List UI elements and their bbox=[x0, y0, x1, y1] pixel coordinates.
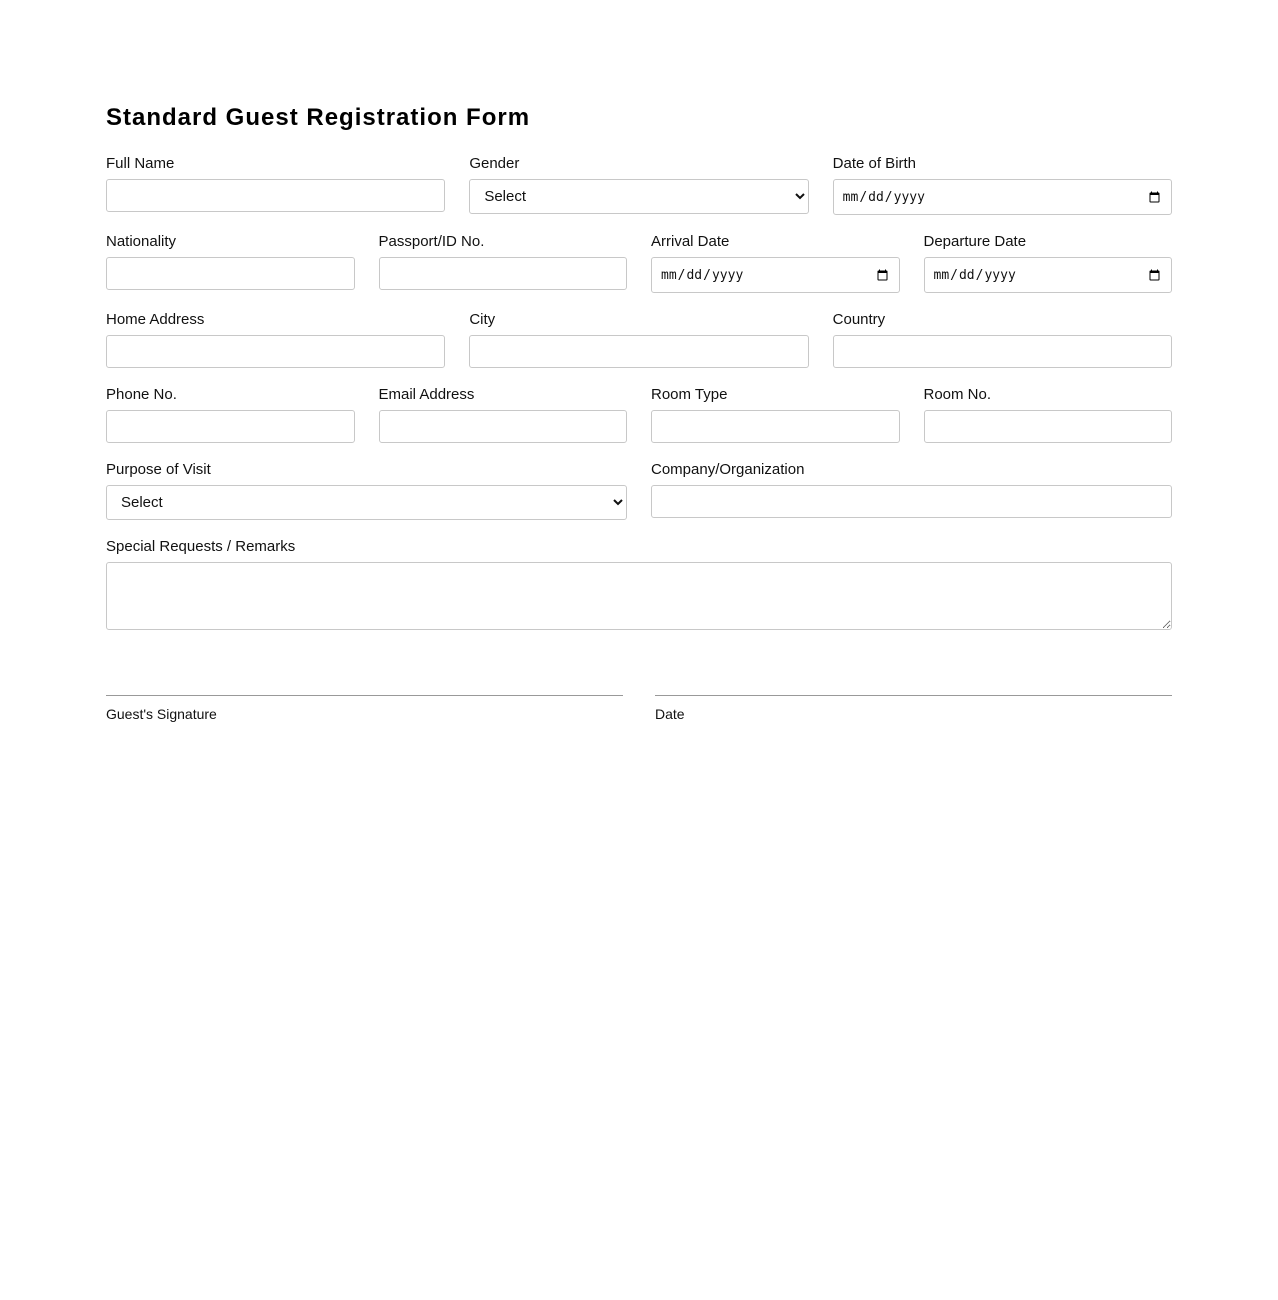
form-row-4 bbox=[106, 386, 1172, 443]
purpose-of-visit-label: Purpose of Visit bbox=[106, 461, 211, 478]
departure-date-label: Departure Date bbox=[923, 233, 1027, 250]
signature-date-label: Date bbox=[655, 706, 685, 722]
arrival-date-label: Arrival Date bbox=[651, 233, 730, 250]
form-row-remarks bbox=[106, 538, 1172, 630]
registration-form bbox=[106, 100, 1172, 722]
signature-date-line bbox=[655, 695, 1172, 696]
guest-signature-line bbox=[106, 695, 623, 696]
full-name-field bbox=[106, 155, 445, 215]
nationality-input[interactable] bbox=[106, 257, 355, 290]
guest-signature-label: Guest's Signature bbox=[106, 706, 217, 722]
departure-date-input[interactable] bbox=[924, 257, 1173, 293]
arrival-date-field bbox=[651, 233, 900, 293]
form-row-2 bbox=[106, 233, 1172, 293]
home-address-field bbox=[106, 311, 445, 368]
gender-field bbox=[469, 155, 808, 215]
phone-field bbox=[106, 386, 355, 443]
form-row-1 bbox=[106, 155, 1172, 215]
company-input[interactable] bbox=[651, 485, 1172, 518]
company-label: Company/Organization bbox=[651, 461, 805, 478]
phone-input[interactable] bbox=[106, 410, 355, 443]
guest-signature-block bbox=[106, 695, 623, 722]
phone-label: Phone No. bbox=[106, 386, 177, 403]
room-no-label: Room No. bbox=[923, 386, 992, 403]
nationality-label: Nationality bbox=[106, 233, 177, 250]
gender-select[interactable] bbox=[469, 179, 808, 214]
form-row-5 bbox=[106, 461, 1172, 520]
full-name-input[interactable] bbox=[106, 179, 445, 212]
signature-date-block bbox=[655, 695, 1172, 722]
passport-id-input[interactable] bbox=[379, 257, 628, 290]
email-label: Email Address bbox=[378, 386, 475, 403]
email-input[interactable] bbox=[379, 410, 628, 443]
room-no-field bbox=[924, 386, 1173, 443]
remarks-textarea[interactable] bbox=[106, 562, 1172, 630]
remarks-label: Special Requests / Remarks bbox=[106, 538, 296, 555]
country-field bbox=[833, 311, 1172, 368]
room-type-label: Room Type bbox=[651, 386, 728, 403]
gender-label: Gender bbox=[469, 155, 520, 172]
city-label: City bbox=[469, 311, 496, 328]
country-label: Country bbox=[832, 311, 886, 328]
purpose-of-visit-field bbox=[106, 461, 627, 520]
room-no-input[interactable] bbox=[924, 410, 1173, 443]
page-title: Standard Guest Registration Form bbox=[106, 104, 531, 131]
form-row-3 bbox=[106, 311, 1172, 368]
room-type-field bbox=[651, 386, 900, 443]
city-input[interactable] bbox=[469, 335, 808, 368]
home-address-input[interactable] bbox=[106, 335, 445, 368]
arrival-date-input[interactable] bbox=[651, 257, 900, 293]
date-of-birth-input[interactable] bbox=[833, 179, 1172, 215]
city-field bbox=[469, 311, 808, 368]
departure-date-field bbox=[924, 233, 1173, 293]
purpose-of-visit-select[interactable] bbox=[106, 485, 627, 520]
country-input[interactable] bbox=[833, 335, 1172, 368]
date-of-birth-label: Date of Birth bbox=[832, 155, 917, 172]
room-type-input[interactable] bbox=[651, 410, 900, 443]
remarks-field bbox=[106, 538, 1172, 630]
signature-section bbox=[106, 695, 1172, 722]
home-address-label: Home Address bbox=[106, 311, 205, 328]
passport-id-label: Passport/ID No. bbox=[378, 233, 485, 250]
nationality-field bbox=[106, 233, 355, 293]
full-name-label: Full Name bbox=[106, 155, 175, 172]
email-field bbox=[379, 386, 628, 443]
passport-id-field bbox=[379, 233, 628, 293]
company-field bbox=[651, 461, 1172, 520]
date-of-birth-field bbox=[833, 155, 1172, 215]
